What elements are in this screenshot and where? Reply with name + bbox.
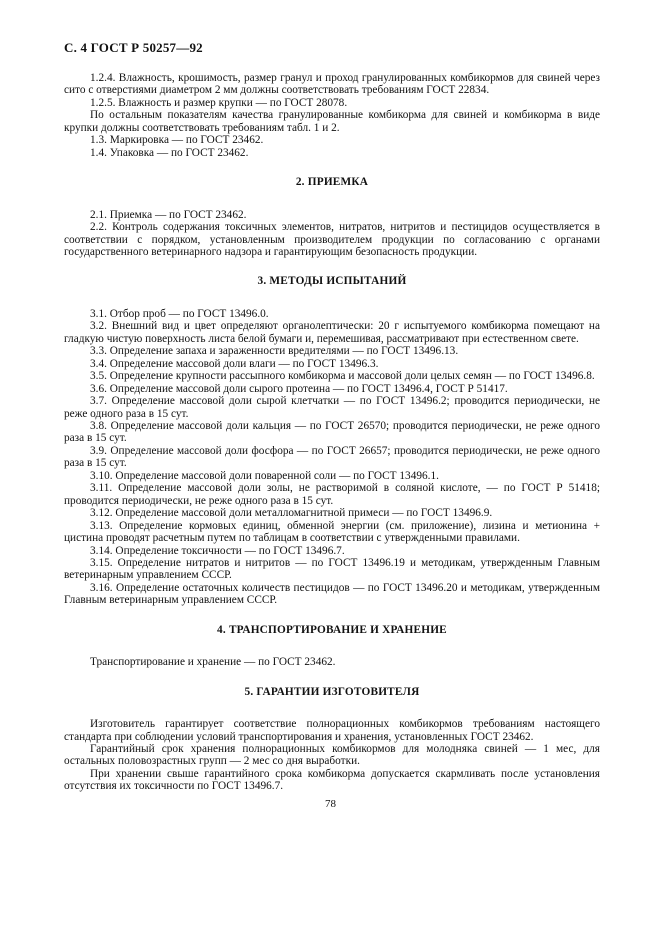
paragraph: Гарантийный срок хранения полнорационных комбикормов для молодняка свиней — 1 мес, для остальных половозрастных групп — 2 мес со дня выработки. <box>64 743 600 768</box>
paragraph: 3.15. Определение нитратов и нитритов — по ГОСТ 13496.19 и методикам, утвержденным Главным ветеринарным управлением СССР. <box>64 556 600 582</box>
section-title: 5. ГАРАНТИИ ИЗГОТОВИТЕЛЯ <box>244 685 420 698</box>
paragraph: 3.9. Определение массовой доли фосфора — по ГОСТ 26657; проводится периодически, не реже одного раза в 15 сут. <box>64 444 600 470</box>
paragraph: 3.13. Определение кормовых единиц, обменной энергии (см. приложение), лизина и метионина + цистина проводят расчетным путем по таблицам в соответствии с утвержденными правилами. <box>64 519 600 545</box>
section-title: 3. МЕТОДЫ ИСПЫТАНИЙ <box>257 275 407 288</box>
paragraph: 3.5. Определение крупности рассыпного комбикорма и массовой доли целых семян — по ГОСТ 13496.8. <box>90 370 595 383</box>
section-title: 2. ПРИЕМКА <box>295 176 369 189</box>
paragraph: 2.2. Контроль содержания токсичных элементов, нитратов, нитритов и пестицидов осуществляется в соответствии с порядком, установленным производителем продукции по согласованию с органами государственного ветеринарного надзора и гарантирующим безопасность продукции. <box>64 221 600 258</box>
paragraph: 3.3. Определение запаха и зараженности вредителями — по ГОСТ 13496.13. <box>90 345 459 358</box>
paragraph: 1.2.5. Влажность и размер крупки — по ГОСТ 28078. <box>90 96 348 109</box>
paragraph: 1.4. Упаковка — по ГОСТ 23462. <box>90 146 249 159</box>
paragraph: 3.8. Определение массовой доли кальция — по ГОСТ 26570; проводится периодически, не реже одного раза в 15 сут. <box>64 419 600 445</box>
section-body <box>64 308 600 607</box>
paragraph: 3.2. Внешний вид и цвет определяют органолептически: 20 г испытуемого комбикорма помещают на гладкую чистую поверхность листа белой бумаги и, перемешивая, рассматривают при естественном свете. <box>64 320 600 345</box>
paragraph: 2.1. Приемка — по ГОСТ 23462. <box>90 208 247 221</box>
section-title: 4. ТРАНСПОРТИРОВАНИЕ И ХРАНЕНИЕ <box>217 623 447 636</box>
paragraph: 3.1. Отбор проб — по ГОСТ 13496.0. <box>90 307 269 320</box>
paragraph: 3.10. Определение массовой доли поваренной соли — по ГОСТ 13496.1. <box>90 469 439 482</box>
paragraph: 3.4. Определение массовой доли влаги — по ГОСТ 13496.3. <box>90 357 379 370</box>
section-body <box>64 209 600 259</box>
paragraph: По остальным показателям качества гранулированные комбикорма для свиней и комбикорма в виде крупки должны соответствовать требованиям табл. 1 и 2. <box>64 109 600 134</box>
paragraph: 1.3. Маркировка — по ГОСТ 23462. <box>90 134 264 147</box>
page-header: С. 4 ГОСТ Р 50257—92 <box>64 40 203 55</box>
paragraph-group-top <box>64 72 600 159</box>
page-number: 78 <box>325 798 336 810</box>
paragraph: 1.2.4. Влажность, крошимость, размер гранул и проход гранулированных комбикормов для свиней через сито с отверстиями диаметром 2 мм должны соответствовать требованиям ГОСТ 22834. <box>64 72 600 97</box>
section-body <box>64 718 600 793</box>
paragraph: 3.12. Определение массовой доли металломагнитной примеси — по ГОСТ 13496.9. <box>90 507 493 520</box>
paragraph: При хранении свыше гарантийного срока комбикорма допускается скармливать после установления отсутствия их токсичности по ГОСТ 13496.7. <box>64 767 600 793</box>
paragraph: 3.7. Определение массовой доли сырой клетчатки — по ГОСТ 13496.2; проводится периодически, не реже одного раза в 15 сут. <box>64 395 600 420</box>
paragraph: 3.6. Определение массовой доли сырого протеина — по ГОСТ 13496.4, ГОСТ Р 51417. <box>90 382 508 395</box>
paragraph: 3.11. Определение массовой доли золы, не растворимой в соляной кислоте, — по ГОСТ Р 51418; проводится периодически, не реже одного раза в 15 сут. <box>64 482 600 507</box>
paragraph: 3.16. Определение остаточных количеств пестицидов — по ГОСТ 13496.20 и методикам, утвержденным Главным ветеринарным управлением СССР. <box>64 581 600 607</box>
paragraph: 3.14. Определение токсичности — по ГОСТ 13496.7. <box>90 544 345 557</box>
section-body <box>64 656 600 668</box>
page-content <box>64 72 600 793</box>
paragraph: Транспортирование и хранение — по ГОСТ 23462. <box>90 656 336 669</box>
paragraph: Изготовитель гарантирует соответствие полнорационных комбикормов требованиям настоящего стандарта при соблюдении условий транспортирования и хранения, установленных ГОСТ 23462. <box>64 718 600 743</box>
